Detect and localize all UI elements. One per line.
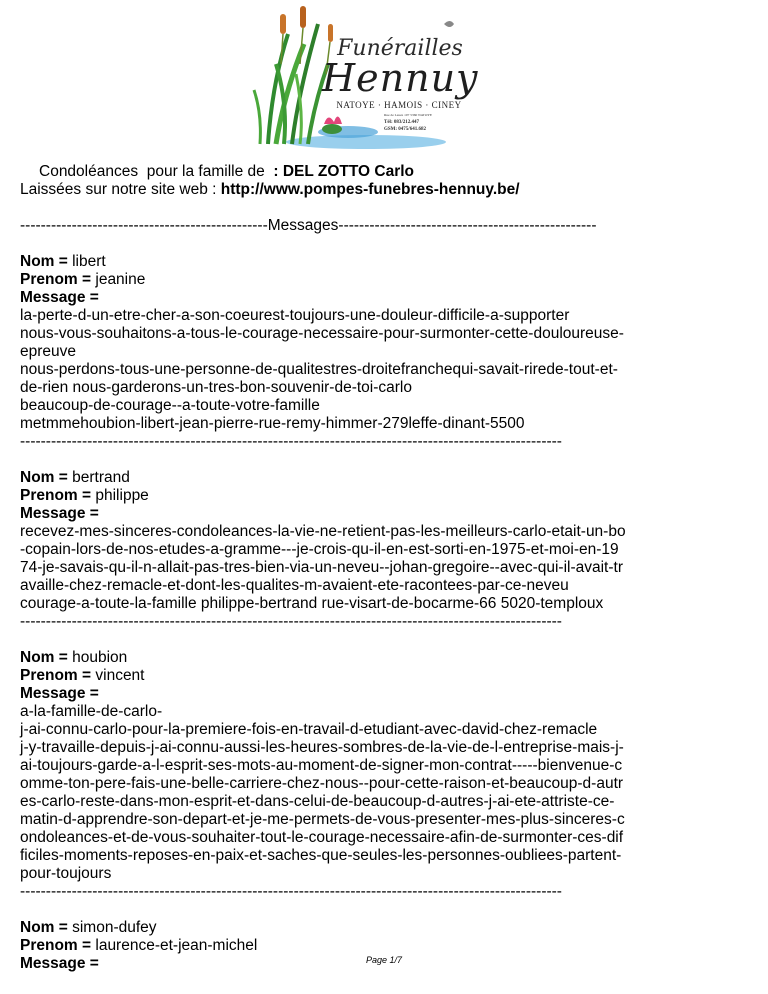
condolence-entry — [20, 649, 740, 901]
message-label-text: Message = — [20, 289, 99, 306]
nom-value: bertrand — [72, 469, 130, 486]
nom-label: Nom = — [20, 649, 73, 666]
message-label-text: Message = — [20, 955, 99, 972]
message-text: recevez-mes-sinceres-condoleances-la-vie-ne-retient-pas-les-meilleurs-carlo-etait-un-bo -copain-lors-de-nos-etudes-a-gramme---je-crois-qu-il-en-est-sorti-en-1975-et-moi-en-19 74-je-savais-qu-il-n-allait-pas-tres-bien-via-un-neveu--johan-gregoire--avec-qui-il-avait-tr availle-chez-remacle-et-dont-les-qualites-m-avaient-ete-racontees-par-ce-neveu courage-a-toute-la-famille philippe-bertrand rue-visart-de-bocarme-66 5020-temploux — [20, 523, 626, 612]
logo-gsm: GSM: 0475/641.682 — [384, 127, 426, 132]
prenom-line — [20, 667, 740, 685]
prenom-value: philippe — [95, 487, 149, 504]
condolences-line — [20, 163, 740, 181]
document-body — [20, 163, 740, 973]
nom-line — [20, 919, 740, 937]
message-label — [20, 505, 740, 523]
nom-value: libert — [72, 253, 106, 270]
entry-separator: --------------------------------------------------------------------------------------------------------- — [20, 433, 562, 450]
prenom-label: Prenom = — [20, 487, 96, 504]
logo-company-name: Hennuy — [322, 56, 479, 100]
nom-label: Nom = — [20, 919, 73, 936]
company-logo — [248, 4, 480, 152]
page-number: Page 1/7 — [365, 955, 403, 965]
prenom-label: Prenom = — [20, 937, 96, 954]
nom-label: Nom = — [20, 253, 73, 270]
logo-towns: NATOYE · HAMOIS · CINEY — [336, 100, 462, 110]
condolence-entry — [20, 469, 740, 631]
logo-telephone: Tél: 083/212.447 — [384, 120, 419, 125]
nom-value: simon-dufey — [72, 919, 157, 936]
logo-script-text: Funérailles — [337, 36, 463, 61]
prenom-line — [20, 937, 740, 955]
prenom-line — [20, 487, 740, 505]
website-url[interactable]: http://www.pompes-funebres-hennuy.be/ — [220, 181, 520, 198]
prenom-label: Prenom = — [20, 271, 96, 288]
prenom-value: vincent — [95, 667, 145, 684]
logo-address: Rue de Leuze 107 5360 NATOYE — [383, 113, 433, 117]
message-text: a-la-famille-de-carlo- j-ai-connu-carlo-pour-la-premiere-fois-en-travail-d-etudiant-avec-david-chez-remacle j-y-travaille-depuis-j-ai-connu-aussi-les-heures-sombres-de-la-vie-de-l-entreprise-mais-j- ai-toujours-garde-a-l-esprit-ses-mots-au-moment-de-signer-mon-contrat-----bienvenue-c omme-ton-pere-fais-une-belle-carriere-chez-nous--pour-cette-raison-et-beaucoup-d-autr es-carlo-reste-dans-mon-esprit-et-dans-celui-de-beaucoup-d-autres-j-ai-ete-attriste-ce- matin-d-apprendre-son-depart-et-je-me-permets-de-vous-presenter-mes-plus-sinceres-c ondoleances-et-de-vous-souhaiter-tout-le-courage-necessaire-afin-de-surmonter-ces-dif ficiles-moments-reposes-en-paix-et-saches-que-seules-les-personnes-oubliees-partent- pour-toujours — [20, 703, 625, 882]
nom-line — [20, 649, 740, 667]
prenom-line — [20, 271, 740, 289]
prenom-value: laurence-et-jean-michel — [95, 937, 258, 954]
message-label — [20, 685, 740, 703]
nom-label: Nom = — [20, 469, 73, 486]
message-label-text: Message = — [20, 685, 99, 702]
messages-header: ------------------------------------------------Messages-------------------------------------------------- — [20, 217, 597, 234]
family-name: : DEL ZOTTO Carlo — [269, 163, 415, 180]
message-label-text: Message = — [20, 505, 99, 522]
nom-line — [20, 469, 740, 487]
entry-separator: --------------------------------------------------------------------------------------------------------- — [20, 883, 562, 900]
prenom-value: jeanine — [95, 271, 146, 288]
nom-value: houbion — [72, 649, 128, 666]
condolences-prefix: Condoléances pour la famille de — [39, 163, 270, 180]
prenom-label: Prenom = — [20, 667, 96, 684]
message-text: la-perte-d-un-etre-cher-a-son-coeurest-toujours-une-douleur-difficile-a-supporter nous-vous-souhaitons-a-tous-le-courage-necessaire-pour-surmonter-cette-douloureuse- epreuve nous-perdons-tous-une-personne-de-qualitestres-droitefranchequi-savait-rirede-tout-et- de-rien nous-garderons-un-tres-bon-souvenir-de-toi-carlo beaucoup-de-courage--a-toute-votre-famille metmmehoubion-libert-jean-pierre-rue-remy-himmer-279leffe-dinant-5500 — [20, 307, 624, 432]
nom-line — [20, 253, 740, 271]
condolence-entry — [20, 253, 740, 451]
website-line — [20, 181, 740, 199]
message-label — [20, 289, 740, 307]
entry-separator: --------------------------------------------------------------------------------------------------------- — [20, 613, 562, 630]
website-prefix: Laissées sur notre site web : — [20, 181, 221, 198]
